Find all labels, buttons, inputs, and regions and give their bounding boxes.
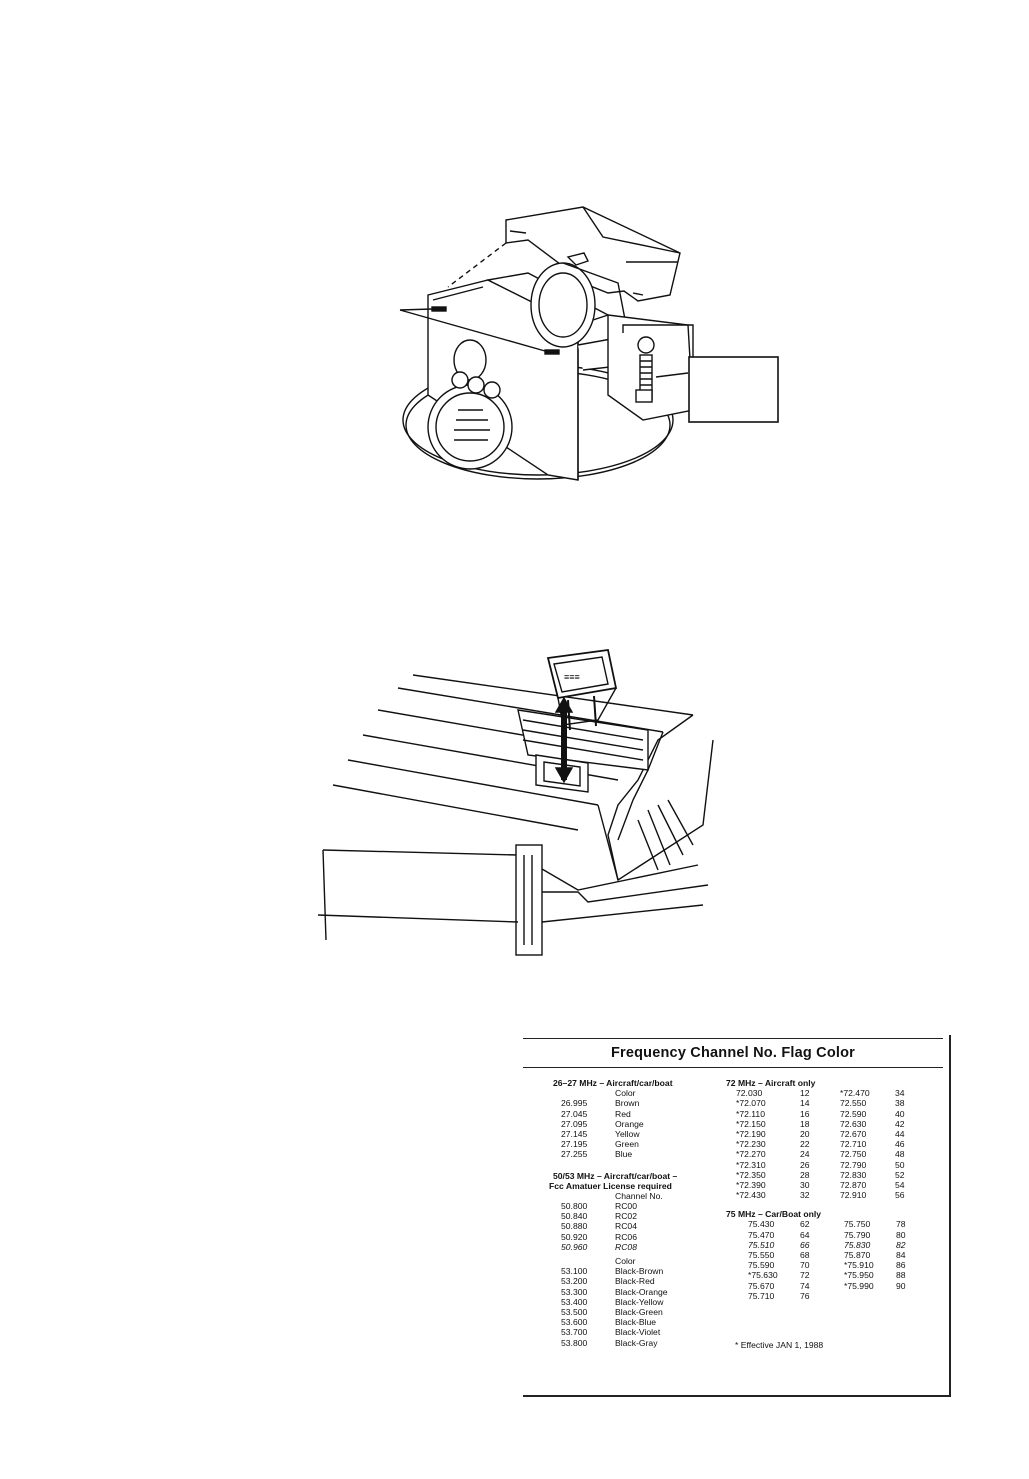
column-heading: Color <box>615 1256 636 1266</box>
frequency-cell: 75.790 <box>844 1229 871 1240</box>
color-cell: Black-Violet <box>615 1327 661 1338</box>
channel-cell: RC04 <box>615 1221 637 1232</box>
channel-cell: 30 <box>800 1179 810 1190</box>
frequency-cell: 50.840 <box>561 1211 588 1222</box>
frequency-cell: *72.310 <box>736 1159 766 1170</box>
table-row <box>726 1139 936 1149</box>
table-row <box>553 1338 733 1348</box>
frequency-cell: 75.550 <box>748 1250 775 1260</box>
frequency-cell: 53.800 <box>561 1337 588 1348</box>
frequency-table <box>523 1035 951 1397</box>
frequency-cell: 72.590 <box>840 1108 867 1119</box>
table-row <box>553 1211 733 1221</box>
frequency-cell: 75.750 <box>844 1219 871 1230</box>
band-53-subheading <box>553 1256 733 1266</box>
frequency-cell: 72.710 <box>840 1139 867 1150</box>
table-row <box>726 1180 936 1190</box>
channel-cell: 50 <box>895 1159 905 1170</box>
band-75-heading <box>726 1209 936 1219</box>
frequency-cell: 75.430 <box>748 1219 775 1230</box>
table-row <box>553 1201 733 1211</box>
channel-cell: 62 <box>800 1219 810 1230</box>
band-heading: 50/53 MHz – Aircraft/car/boat – <box>553 1170 678 1181</box>
channel-cell: 70 <box>800 1260 810 1271</box>
color-cell: Black-Red <box>615 1276 655 1287</box>
channel-cell: 34 <box>895 1088 905 1099</box>
band-50-heading-2 <box>549 1180 733 1191</box>
frequency-cell: 72.910 <box>840 1190 867 1201</box>
channel-cell: 78 <box>896 1219 906 1230</box>
band-50-heading <box>553 1171 733 1181</box>
table-row <box>553 1098 733 1108</box>
color-cell: Blue <box>615 1149 633 1160</box>
table-row <box>553 1149 733 1159</box>
channel-cell: 38 <box>895 1098 905 1109</box>
table-row <box>553 1109 733 1119</box>
frequency-cell: 27.195 <box>561 1139 588 1150</box>
channel-cell: 56 <box>895 1190 905 1201</box>
frequency-cell: 53.400 <box>561 1296 588 1307</box>
table-row <box>553 1307 733 1317</box>
table-row <box>553 1129 733 1139</box>
frequency-cell: *72.070 <box>736 1098 766 1109</box>
table-row <box>726 1160 936 1170</box>
frequency-cell: 26.995 <box>561 1098 588 1109</box>
channel-cell: 48 <box>895 1149 905 1160</box>
frequency-cell: *72.110 <box>736 1108 765 1119</box>
channel-cell: RC06 <box>615 1231 637 1242</box>
band-heading: 26–27 MHz – Aircraft/car/boat <box>553 1078 673 1088</box>
color-cell: Black-Brown <box>615 1266 664 1277</box>
channel-cell: 76 <box>800 1290 810 1301</box>
table-row <box>726 1098 936 1108</box>
frequency-cell: 72.550 <box>840 1098 867 1109</box>
frequency-cell: 53.700 <box>561 1327 588 1338</box>
table-title: Frequency Channel No. Flag Color <box>610 1045 856 1061</box>
channel-cell: 86 <box>896 1260 906 1271</box>
table-row <box>726 1230 936 1240</box>
frequency-cell: 72.670 <box>840 1128 867 1139</box>
frequency-cell: *75.950 <box>844 1270 874 1281</box>
frequency-cell: 72.750 <box>840 1149 867 1160</box>
footnote: * Effective JAN 1, 1988 <box>735 1340 824 1350</box>
table-row <box>726 1109 936 1119</box>
color-cell: Red <box>615 1108 631 1119</box>
channel-cell: 72 <box>800 1270 810 1281</box>
table-row <box>553 1297 733 1307</box>
frequency-cell: 53.300 <box>561 1286 588 1297</box>
channel-cell: 52 <box>895 1169 905 1180</box>
channel-cell: 84 <box>896 1250 906 1260</box>
table-row <box>726 1129 936 1139</box>
table-row <box>726 1119 936 1129</box>
crystal-insertion-illustration <box>318 640 718 965</box>
frequency-cell: 50.800 <box>561 1201 588 1212</box>
band-27-subheading <box>553 1088 733 1098</box>
frequency-cell: 72.830 <box>840 1169 867 1180</box>
channel-cell: 66 <box>800 1239 810 1250</box>
frequency-cell: *72.430 <box>736 1190 766 1201</box>
frequency-cell: 53.600 <box>561 1317 588 1328</box>
table-row <box>553 1119 733 1129</box>
frequency-cell: *72.150 <box>736 1118 766 1129</box>
table-row <box>553 1139 733 1149</box>
channel-cell: 42 <box>895 1118 905 1129</box>
channel-cell: 12 <box>800 1088 810 1099</box>
channel-cell: 44 <box>895 1128 905 1139</box>
channel-cell: RC00 <box>615 1201 637 1212</box>
channel-cell: 46 <box>895 1139 905 1150</box>
channel-cell: 26 <box>800 1159 810 1170</box>
channel-cell: 14 <box>800 1098 810 1109</box>
frequency-cell: *72.470 <box>840 1088 870 1099</box>
frequency-cell: 72.790 <box>840 1159 867 1170</box>
left-column <box>549 1078 733 1348</box>
frequency-cell: 75.590 <box>748 1260 775 1271</box>
table-row <box>553 1232 733 1242</box>
table-row <box>553 1266 733 1276</box>
color-cell: Green <box>615 1139 639 1150</box>
servo-assembly-illustration <box>388 195 788 490</box>
band-heading: 72 MHz – Aircraft only <box>726 1078 816 1088</box>
channel-cell: 28 <box>800 1169 810 1180</box>
frequency-cell: 53.200 <box>561 1276 588 1287</box>
channel-cell: 68 <box>800 1250 810 1260</box>
channel-cell: 54 <box>895 1179 905 1190</box>
table-row <box>553 1276 733 1286</box>
frequency-cell: 75.870 <box>844 1250 871 1260</box>
color-cell: Orange <box>615 1118 644 1129</box>
channel-cell: 90 <box>896 1280 906 1291</box>
frequency-cell: 72.030 <box>736 1088 763 1099</box>
table-title-rule <box>523 1067 943 1068</box>
frequency-cell: 53.500 <box>561 1306 588 1317</box>
frequency-cell: *72.230 <box>736 1139 766 1150</box>
frequency-cell: 75.670 <box>748 1280 775 1291</box>
table-row <box>726 1149 936 1159</box>
channel-cell: 82 <box>896 1239 906 1250</box>
frequency-cell: 27.145 <box>561 1128 588 1139</box>
column-heading: Color <box>615 1088 636 1099</box>
table-row <box>726 1250 936 1260</box>
frequency-cell: 75.830 <box>844 1239 871 1250</box>
frequency-cell: 50.880 <box>561 1221 588 1232</box>
table-row <box>553 1317 733 1327</box>
table-row <box>553 1287 733 1297</box>
table-row <box>726 1190 936 1200</box>
channel-cell: 32 <box>800 1190 810 1201</box>
channel-cell: 22 <box>800 1139 810 1150</box>
channel-cell: RC08 <box>615 1241 637 1252</box>
channel-cell: 74 <box>800 1280 810 1291</box>
frequency-cell: 75.470 <box>748 1229 775 1240</box>
table-row <box>726 1170 936 1180</box>
frequency-cell: 53.100 <box>561 1266 588 1277</box>
table-row <box>553 1221 733 1231</box>
channel-cell: 16 <box>800 1108 810 1119</box>
right-column <box>726 1078 936 1301</box>
frequency-cell: *75.910 <box>844 1260 874 1271</box>
band-50-subheading <box>553 1191 733 1201</box>
band-27-heading <box>553 1078 733 1088</box>
frequency-cell: 50.960 <box>561 1241 588 1252</box>
table-row <box>726 1260 936 1270</box>
frequency-cell: 75.710 <box>748 1290 775 1301</box>
channel-cell: 40 <box>895 1108 905 1119</box>
frequency-cell: 27.255 <box>561 1149 588 1160</box>
frequency-cell: 27.095 <box>561 1118 588 1129</box>
band-72-heading <box>726 1078 936 1088</box>
frequency-cell: *72.350 <box>736 1169 766 1180</box>
column-heading: Channel No. <box>615 1190 663 1201</box>
frequency-cell: *75.630 <box>748 1270 778 1281</box>
table-top-rule <box>523 1038 943 1039</box>
frequency-cell: 72.870 <box>840 1179 867 1190</box>
channel-cell: 20 <box>800 1128 810 1139</box>
color-cell: Black-Green <box>615 1306 663 1317</box>
color-cell: Black-Yellow <box>615 1296 664 1307</box>
color-cell: Brown <box>615 1098 640 1109</box>
frequency-cell: *72.270 <box>736 1149 766 1160</box>
table-row <box>726 1088 936 1098</box>
channel-cell: 80 <box>896 1229 906 1240</box>
table-row <box>553 1327 733 1337</box>
svg-text:≡≡≡: ≡≡≡ <box>564 672 580 682</box>
frequency-cell: 27.045 <box>561 1108 588 1119</box>
color-cell: Yellow <box>615 1128 640 1139</box>
color-cell: Black-Orange <box>615 1286 668 1297</box>
table-row <box>726 1291 936 1301</box>
frequency-cell: 72.630 <box>840 1118 867 1129</box>
color-cell: Black-Gray <box>615 1337 658 1348</box>
table-row <box>726 1281 936 1291</box>
color-cell: Black-Blue <box>615 1317 657 1328</box>
band-heading: Fcc Amatuer License required <box>549 1180 672 1191</box>
channel-cell: 64 <box>800 1229 810 1240</box>
table-row <box>726 1270 936 1280</box>
channel-cell: 88 <box>896 1270 906 1281</box>
table-row <box>726 1240 936 1250</box>
channel-cell: 24 <box>800 1149 810 1160</box>
table-row <box>726 1219 936 1229</box>
frequency-cell: *72.190 <box>736 1128 766 1139</box>
band-heading: 75 MHz – Car/Boat only <box>726 1209 822 1220</box>
table-row <box>553 1242 733 1252</box>
channel-cell: RC02 <box>615 1211 637 1222</box>
frequency-cell: 50.920 <box>561 1231 588 1242</box>
frequency-cell: 75.510 <box>748 1239 775 1250</box>
channel-cell: 18 <box>800 1118 810 1129</box>
frequency-cell: *75.990 <box>844 1280 874 1291</box>
frequency-cell: *72.390 <box>736 1179 766 1190</box>
